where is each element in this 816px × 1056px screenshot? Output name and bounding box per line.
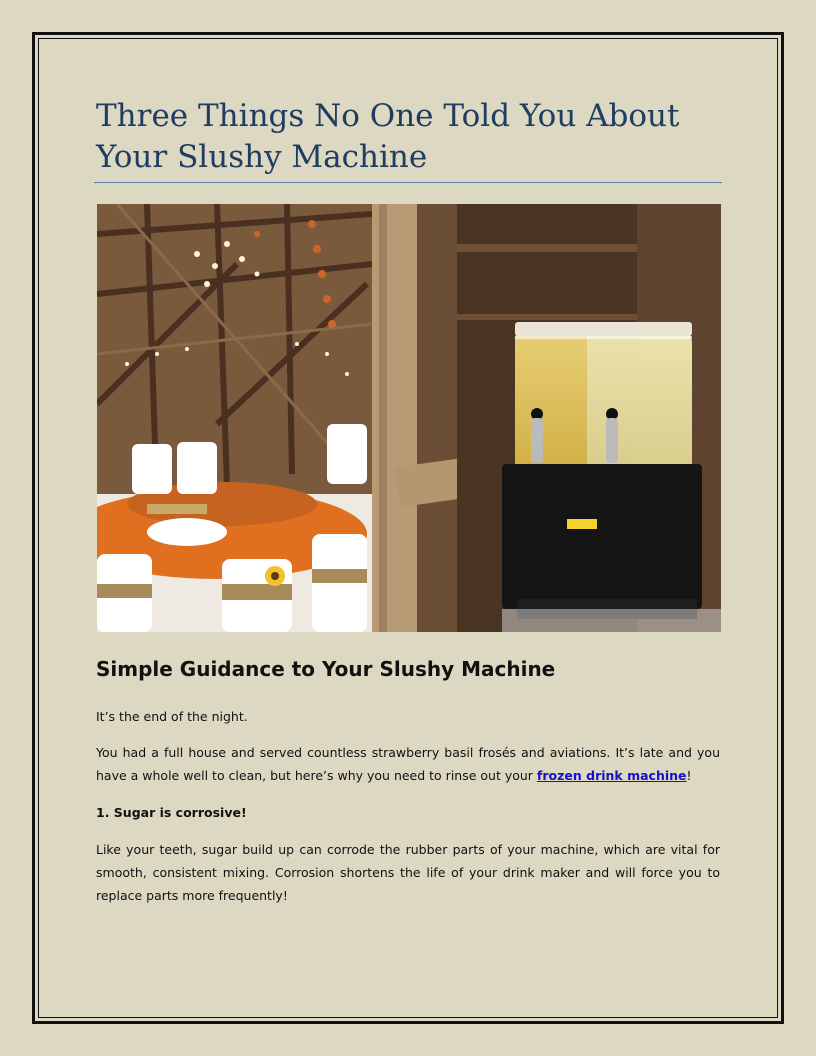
title-divider bbox=[94, 182, 722, 183]
document-title: Three Things No One Told You About Your Slushy Machine bbox=[96, 98, 680, 175]
barn-reception-photo bbox=[97, 204, 721, 632]
section-heading: Simple Guidance to Your Slushy Machine bbox=[96, 657, 556, 681]
paragraph-full-house-end: ! bbox=[686, 768, 692, 783]
paragraph-full-house-text: You had a full house and served countless strawberry basil frosés and aviations. It’s late and you have a whole well to clean, but here’s why you need to rinse out your bbox=[96, 745, 720, 783]
paragraph-full-house bbox=[96, 741, 720, 787]
paragraph-sugar-corrosive: Like your teeth, sugar build up can corrode the rubber parts of your machine, which are vital for smooth, consistent mixing. Corrosion shortens the life of your drink maker and will force you to replace parts more frequently! bbox=[96, 842, 720, 903]
paragraph-end-of-night: It’s the end of the night. bbox=[96, 709, 248, 724]
frozen-drink-machine-link[interactable]: frozen drink machine bbox=[536, 768, 687, 783]
point-1-heading: 1. Sugar is corrosive! bbox=[96, 805, 247, 820]
